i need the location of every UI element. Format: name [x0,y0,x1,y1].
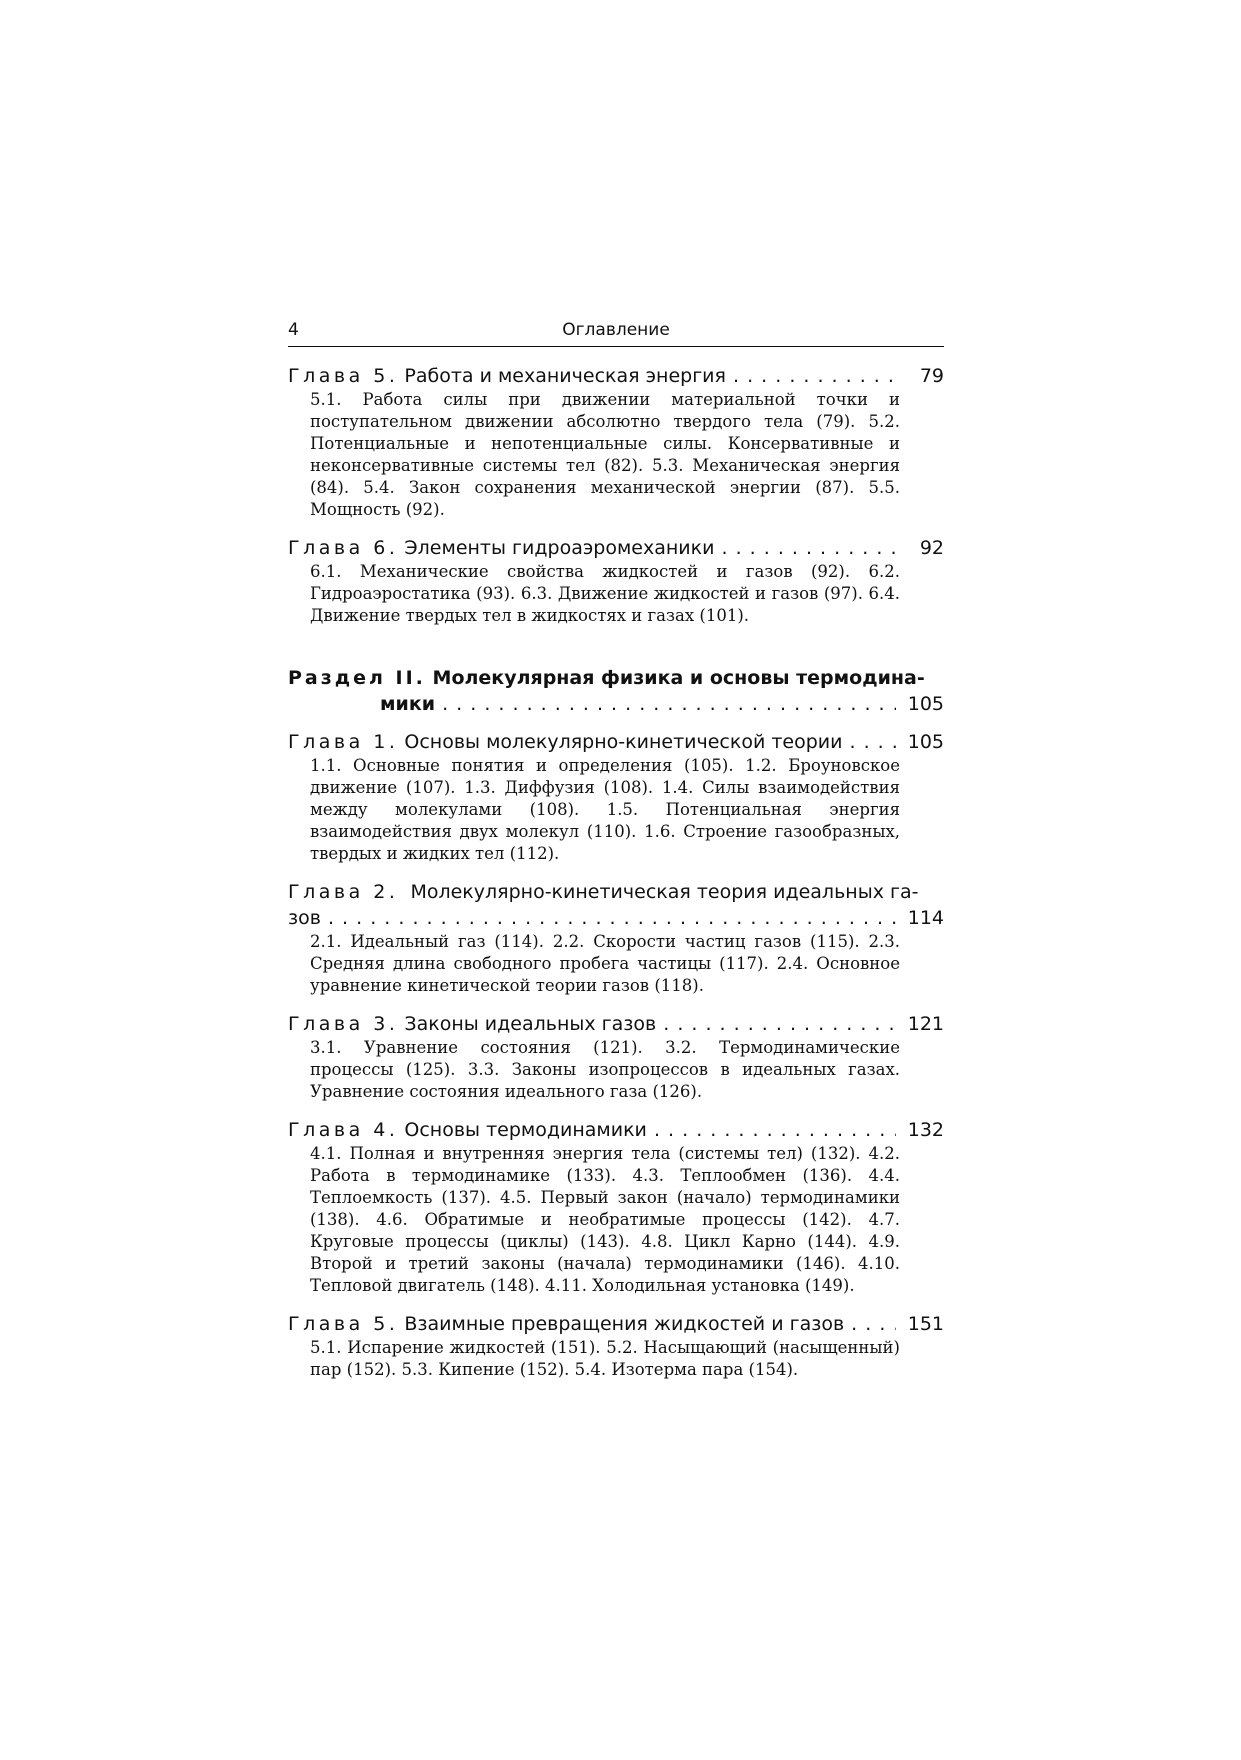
chapter-contents: 4.1. Полная и внутренняя энергия тела (системы тел) (132). 4.2. Работа в термодинамике (133). 4.3. Теплообмен (136). 4.4. Теплоемкость (137). 4.5. Первый закон (начало) термодинамики (138). 4.6. Обратимые и необратимые процессы (142). 4.7. Круговые процессы (циклы) (143). 4.8. Цикл Карно (144). 4.9. Второй и третий законы (начала) термодинамики (146). 4.10. Тепловой двигатель (148). 4.11. Холодильная установка (149). [310,1144,900,1295]
page-number: 4 [288,320,299,340]
chapter-title[interactable]: Основы молекулярно-кинетической теории . . . [404,729,895,755]
chapter-title[interactable]: Законы идеальных газов . . . [404,1011,895,1037]
toc-entry[interactable] [288,1011,944,1103]
running-title: Оглавление [562,320,670,340]
section-title-line1[interactable]: Молекулярная физика и основы термодина- [432,667,925,689]
chapter-title[interactable]: Работа и механическая энергия . . . [404,363,900,389]
chapter-page[interactable]: 114 [907,907,944,929]
toc-page [288,318,944,1381]
section-title-line2[interactable]: мики . . . [380,691,896,717]
chapter-title[interactable]: Основы термодинамики . . . [404,1117,895,1143]
chapter-label: Глава 6. [288,537,399,559]
chapter-contents: 1.1. Основные понятия и определения (105). 1.2. Броуновское движение (107). 1.3. Диффузия (108). 1.4. Силы взаимодействия между молекулами (108). 1.5. Потенциальная энергия взаимодействия двух молекул (110). 1.6. Строение газообразных, твердых и жидких тел (112). [310,756,900,863]
chapter-label: Глава 1. [288,731,399,753]
toc-entry[interactable] [288,879,944,997]
chapter-title-line2[interactable]: зов . . . [288,905,896,931]
chapter-contents: 6.1. Механические свойства жидкостей и газов (92). 6.2. Гидроаэростатика (93). 6.3. Движение жидкостей и газов (97). 6.4. Движение твердых тел в жидкостях и газах (101). [310,562,900,625]
chapter-page[interactable]: 151 [907,1313,944,1335]
running-head [288,318,944,347]
chapter-page[interactable]: 79 [919,365,944,387]
chapter-title-line1[interactable]: Молекулярно-кинетическая теория идеальных га- [410,881,919,903]
chapter-label: Глава 5. [288,1313,399,1335]
toc-entry[interactable] [288,363,944,521]
chapter-page[interactable]: 132 [907,1119,944,1141]
toc-entry[interactable] [288,729,944,865]
section-entry[interactable] [288,665,944,717]
chapter-title[interactable]: Элементы гидроаэромеханики . . . [404,535,900,561]
chapter-contents: 5.1. Испарение жидкостей (151). 5.2. Насыщающий (насыщенный) пар (152). 5.3. Кипение (152). 5.4. Изотерма пара (154). [310,1338,900,1379]
chapter-label: Глава 4. [288,1119,399,1141]
section-page[interactable]: 105 [907,693,944,715]
toc-entry[interactable] [288,1117,944,1297]
section-label: Раздел II. [288,667,426,689]
chapter-label: Глава 2. [288,881,399,903]
chapter-page[interactable]: 105 [907,731,944,753]
chapter-page[interactable]: 121 [907,1013,944,1035]
chapter-contents: 2.1. Идеальный газ (114). 2.2. Скорости частиц газов (115). 2.3. Средняя длина свободного пробега частицы (117). 2.4. Основное уравнение кинетической теории газов (118). [310,932,900,995]
toc-entry[interactable] [288,1311,944,1381]
chapter-contents: 3.1. Уравнение состояния (121). 3.2. Термодинамические процессы (125). 3.3. Законы изопроцессов в идеальных газах. Уравнение состояния идеального газа (126). [310,1038,900,1101]
toc-entry[interactable] [288,535,944,627]
chapter-title[interactable]: Взаимные превращения жидкостей и газов . . . [404,1311,895,1337]
chapter-label: Глава 3. [288,1013,399,1035]
chapter-label: Глава 5. [288,365,399,387]
chapter-page[interactable]: 92 [919,537,944,559]
chapter-contents: 5.1. Работа силы при движении материальной точки и поступательном движении абсолютно твердого тела (79). 5.2. Потенциальные и непотенциальные силы. Консервативные и неконсервативные системы тел (82). 5.3. Механическая энергия (84). 5.4. Закон сохранения механической энергии (87). 5.5. Мощность (92). [310,390,900,519]
